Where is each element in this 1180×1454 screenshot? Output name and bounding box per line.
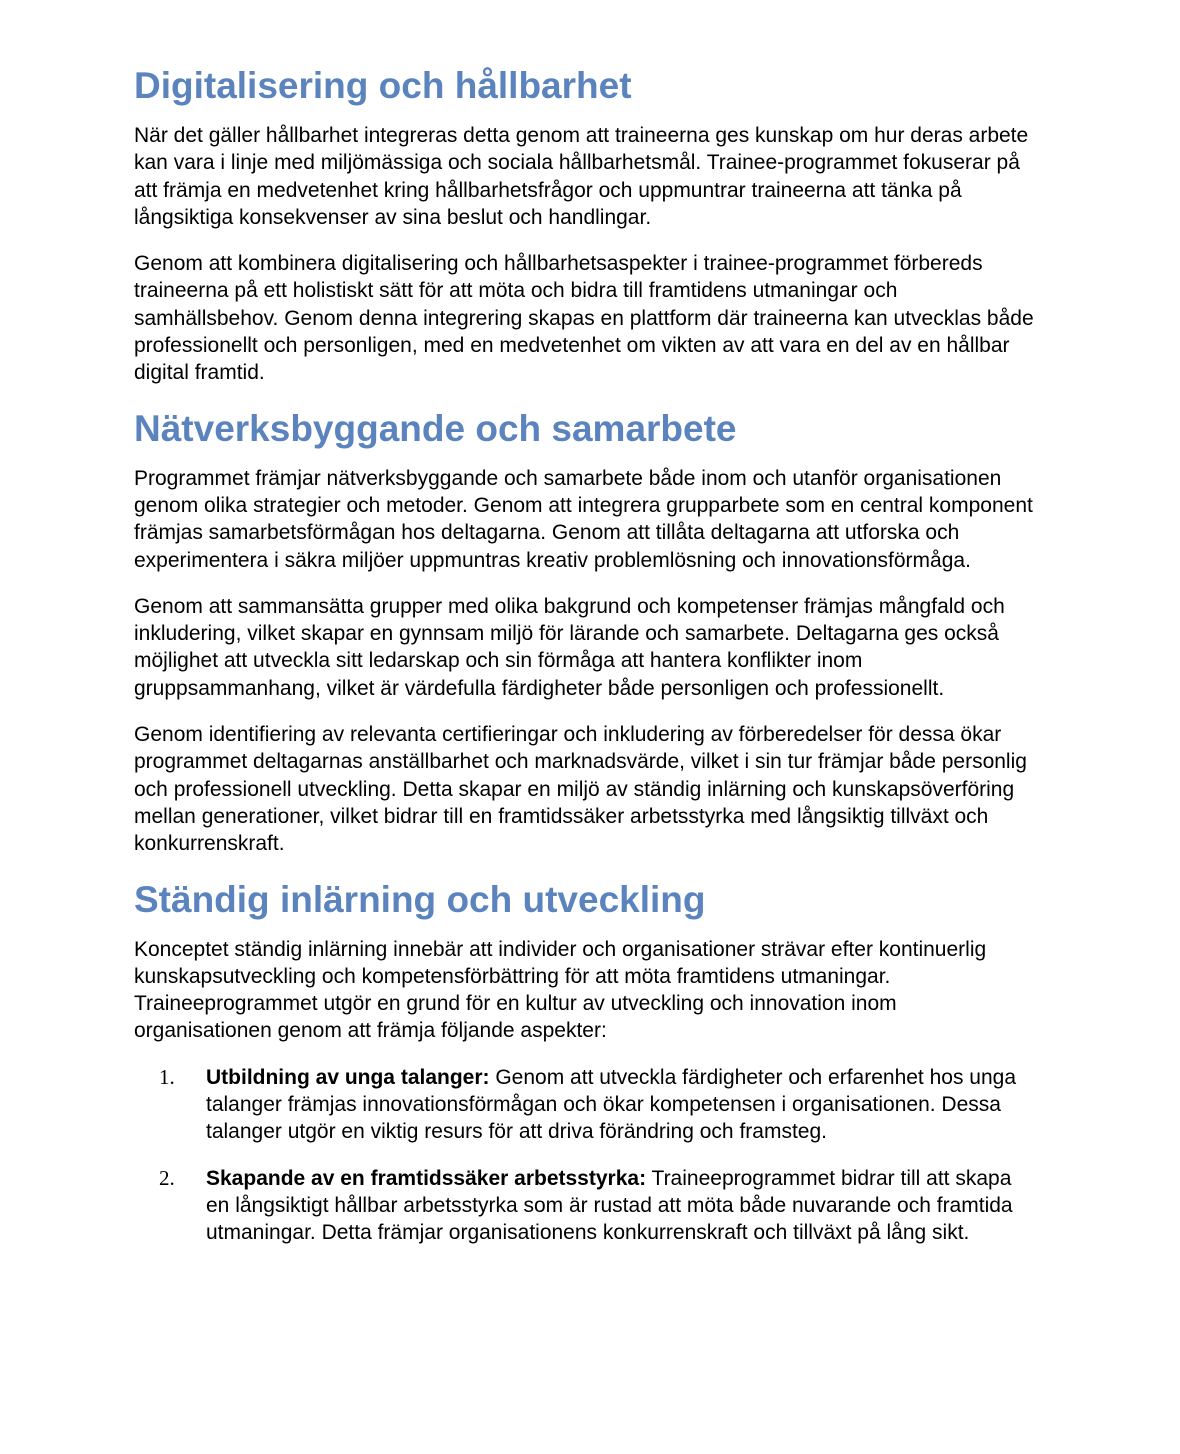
list-number: 1. (159, 1064, 175, 1089)
document-page (134, 64, 1040, 1266)
paragraph: När det gäller hållbarhet integreras detta genom att traineerna ges kunskap om hur deras arbete kan vara i linje med miljömässiga och sociala hållbarhetsmål. Trainee-programmet fokuserar på att främja en medvetenhet kring hållbarhetsfrågor och uppmuntrar traineerna att tänka på långsiktiga konsekvenser av sina beslut och handlingar. (134, 124, 1029, 229)
list-item (134, 1064, 1040, 1146)
aspects-list (134, 1064, 1040, 1247)
list-item (134, 1165, 1040, 1247)
list-number: 2. (159, 1165, 175, 1190)
heading-digitalisering: Digitalisering och hållbarhet (134, 65, 632, 106)
section-digitalisering (134, 64, 1040, 387)
paragraph: Genom att sammansätta grupper med olika bakgrund och kompetenser främjas mångfald och inkludering, vilket skapar en gynnsam miljö för lärande och samarbete. Deltagarna ges också möjlighet att utveckla sitt ledarskap och sin förmåga att hantera konflikter inom gruppsammanhang, vilket är värdefulla färdigheter både personligen och professionellt. (134, 594, 1005, 700)
heading-natverksbyggande: Nätverksbyggande och samarbete (134, 407, 737, 449)
paragraph: Genom identifiering av relevanta certifieringar och inkludering av förberedelser för dessa ökar programmet deltagarnas anställbarhet och marknadsvärde, vilket i sin tur främjar både personlig och professionell utveckling. Detta skapar en miljö av ständig inlärning och kunskapsöverföring mellan generationer, vilket bidrar till en framtidssäker arbetsstyrka med långsiktig tillväxt och konkurrenskraft. (134, 723, 1027, 856)
list-text: Traineeprogrammet bidrar till att skapa en långsiktigt hållbar arbetsstyrka som är rustad att möta både nuvarande och framtida utmaningar. Detta främjar organisationens konkurrenskraft och tillväxt på lång sikt. (206, 1166, 1013, 1245)
paragraph: Konceptet ständig inlärning innebär att individer och organisationer strävar efter kontinuerlig kunskapsutveckling och kompetensförbättring för att möta framtidens utmaningar. Traineeprogrammet utgör en grund för en kultur av utveckling och innovation inom organisationen genom att främja följande aspekter: (134, 937, 987, 1043)
paragraph: Genom att kombinera digitalisering och hållbarhetsaspekter i trainee-programmet förbereds traineerna på ett holistiskt sätt för att möta och bidra till framtidens utmaningar och samhällsbehov. Genom denna integrering skapas en plattform där traineerna kan utvecklas både professionellt och personligen, med en medvetenhet om vikten av att vara en del av en hållbar digital framtid. (134, 252, 1034, 385)
list-term: Skapande av en framtidssäker arbetsstyrka: (206, 1166, 647, 1190)
section-natverksbyggande (134, 407, 1040, 858)
list-term: Utbildning av unga talanger: (206, 1065, 490, 1089)
heading-standig-inlarning: Ständig inlärning och utveckling (134, 878, 706, 920)
section-standig-inlarning (134, 878, 1040, 1247)
list-text: Genom att utveckla färdigheter och erfarenhet hos unga talanger främjas innovationsförmågan och ökar kompetensen i organisationen. Dessa talanger utgör en viktig resurs för att driva förändring och framsteg. (206, 1065, 1017, 1144)
paragraph: Programmet främjar nätverksbyggande och samarbete både inom och utanför organisationen genom olika strategier och metoder. Genom att integrera grupparbete som en central komponent främjas samarbetsförmågan hos deltagarna. Genom att tillåta deltagarna att utforska och experimentera i säkra miljöer uppmuntras kreativ problemlösning och innovationsförmåga. (134, 466, 1033, 572)
